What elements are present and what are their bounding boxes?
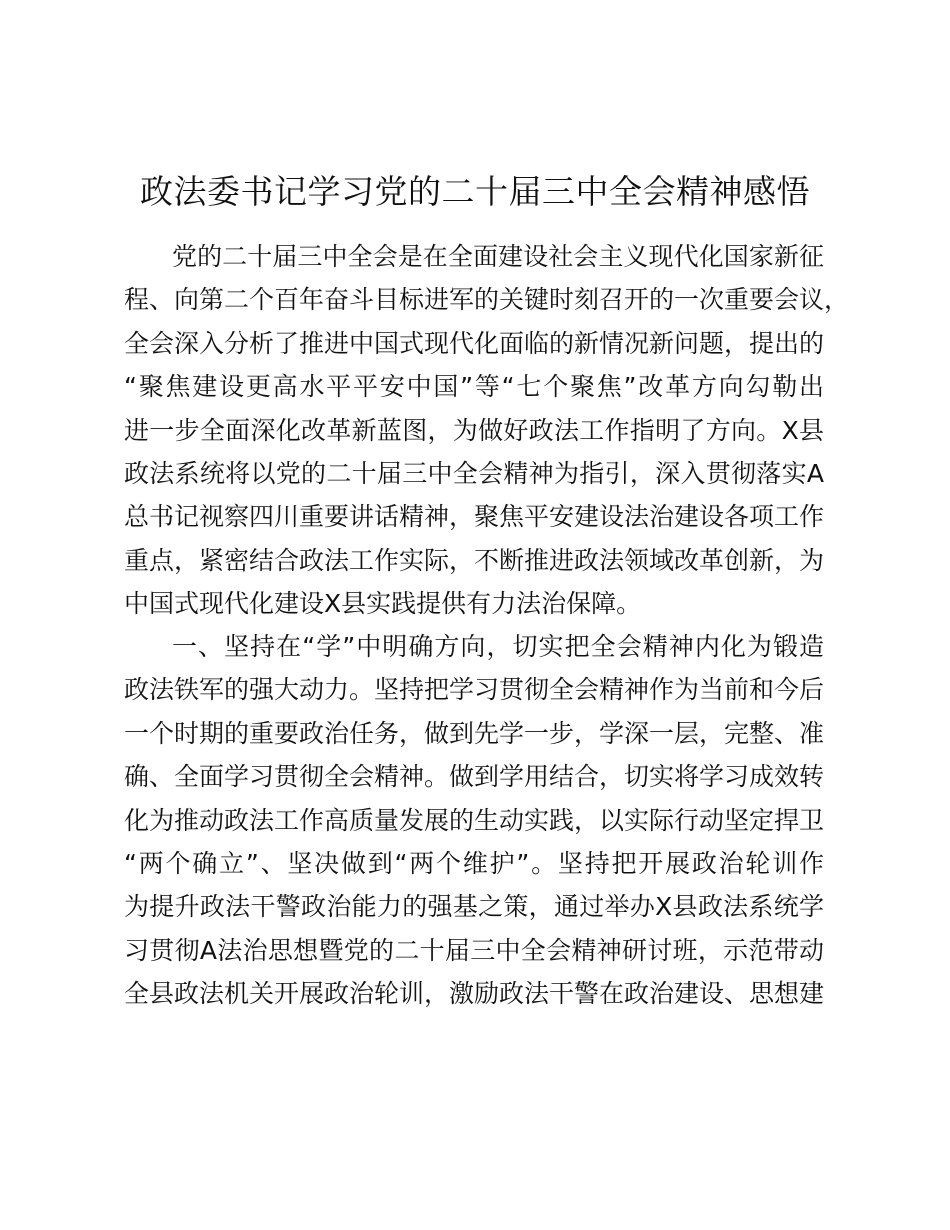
paragraph-intro (124, 235, 850, 626)
paragraph-line: 确、全面学习贯彻全会精神。做到学用结合，切实将学习成效转 (124, 762, 825, 792)
paragraph-line: 总书记视察四川重要讲话精神，聚焦平安建设法治建设各项工作 (124, 502, 825, 532)
paragraph-line: 重点，紧密结合政法工作实际，不断推进政法领域改革创新，为 (124, 545, 825, 575)
paragraph-section-one (124, 625, 824, 1016)
paragraph-line: 为提升政法干警政治能力的强基之策，通过举办X县政法系统学 (124, 892, 824, 922)
paragraph-line: 进一步全面深化改革新蓝图，为做好政法工作指明了方向。X县 (124, 415, 824, 445)
document-title: 政法委书记学习党的二十届三中全会精神感悟 (140, 172, 810, 211)
paragraph-line: 一个时期的重要政治任务，做到先学一步，学深一层，完整、准 (124, 718, 825, 748)
paragraph-line: 全会深入分析了推进中国式现代化面临的新情况新问题，提出的 (124, 328, 825, 358)
paragraph-line: 化为推动政法工作高质量发展的生动实践，以实际行动坚定捍卫 (124, 805, 825, 835)
paragraph-line: “两个确立”、坚决做到“两个维护”。坚持把开展政治轮训作 (124, 848, 824, 878)
paragraph-line: 习贯彻A法治思想暨党的二十届三中全会精神研讨班，示范带动 (124, 935, 824, 965)
paragraph-line: 程、向第二个百年奋斗目标进军的关键时刻召开的一次重要会议， (124, 285, 850, 315)
paragraph-line: 全县政法机关开展政治轮训，激励政法干警在政治建设、思想建 (124, 979, 825, 1009)
paragraph-line: 一、坚持在“学”中明确方向，切实把全会精神内化为锻造 (172, 632, 824, 661)
paragraph-line: 政法系统将以党的二十届三中全会精神为指引，深入贯彻落实A (124, 458, 824, 488)
paragraph-line: “聚焦建设更高水平平安中国”等“七个聚焦”改革方向勾勒出 (124, 372, 824, 402)
paragraph-line: 党的二十届三中全会是在全面建设社会主义现代化国家新征 (172, 242, 824, 271)
paragraph-line: 政法铁军的强大动力。坚持把学习贯彻全会精神作为当前和今后 (124, 675, 825, 705)
paragraph-line: 中国式现代化建设X县实践提供有力法治保障。 (124, 589, 642, 619)
